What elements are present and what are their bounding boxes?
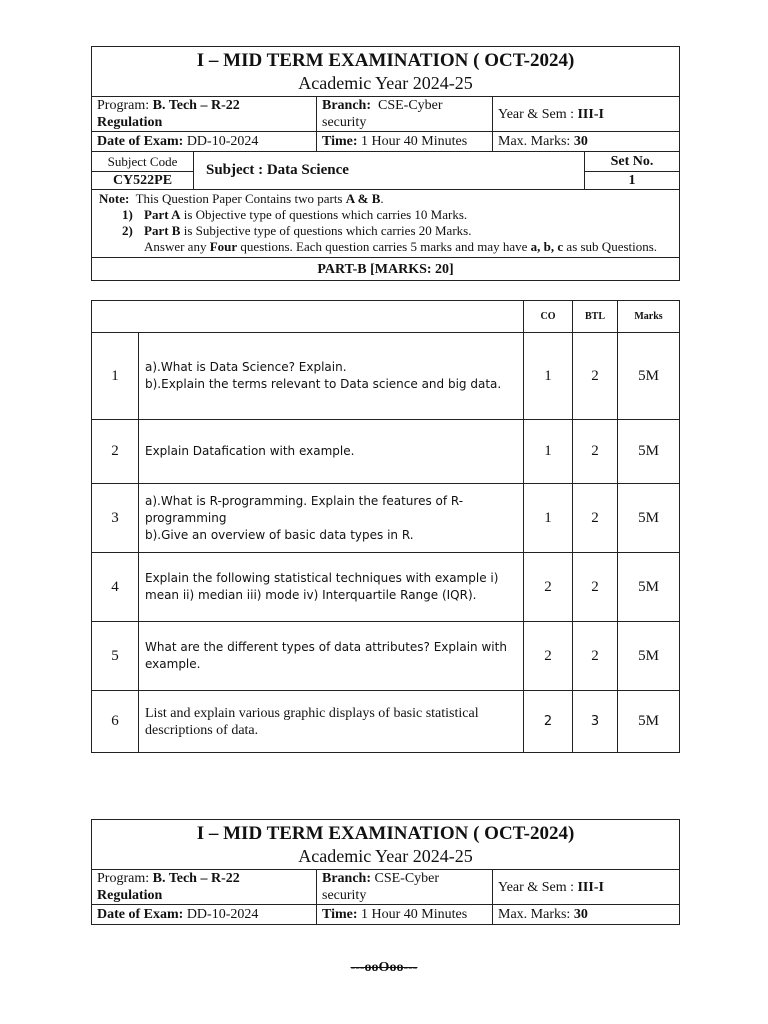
time-cell xyxy=(317,132,493,152)
year-sem-cell xyxy=(493,97,680,132)
questions-table xyxy=(91,300,680,753)
question-text: a).What is Data Science? Explain. b).Explain the terms relevant to Data science and big data. xyxy=(139,333,524,420)
exam-date-cell xyxy=(92,132,317,152)
subject-code-label: Subject Code xyxy=(92,152,194,172)
subject-name-cell xyxy=(194,152,585,190)
question-text: Explain the following statistical techniques with example i) mean ii) median iii) mode iv) Interquartile Range (IQR). xyxy=(139,553,524,622)
question-header-blank xyxy=(92,301,524,333)
question-row xyxy=(92,484,680,553)
question-co: 1 xyxy=(524,484,573,553)
questions-header-row xyxy=(92,301,680,333)
question-co: 1 xyxy=(524,420,573,484)
program-label: Program: xyxy=(97,871,150,886)
question-btl: 2 xyxy=(573,622,618,691)
branch-value: CSE-Cyber xyxy=(374,871,440,886)
branch-value-cont: security xyxy=(322,115,367,130)
exam-title: I – MID TERM EXAMINATION ( OCT-2024) xyxy=(196,50,575,71)
question-btl: 2 xyxy=(573,484,618,553)
question-marks: 5M xyxy=(618,420,680,484)
question-text: What are the different types of data attributes? Explain with example. xyxy=(139,622,524,691)
date-value: DD-10-2024 xyxy=(186,907,259,922)
time-label: Time: xyxy=(322,907,358,922)
question-text: List and explain various graphic displays of basic statistical descriptions of data. xyxy=(139,691,524,753)
question-number: 6 xyxy=(92,691,139,753)
time-value: 1 Hour 40 Minutes xyxy=(361,907,468,922)
subject-code-value: CY522PE xyxy=(92,172,194,190)
time-cell xyxy=(317,905,493,925)
year-sem-value: III-I xyxy=(577,106,604,122)
branch-label: Branch: xyxy=(322,871,371,886)
max-marks-value: 30 xyxy=(573,907,588,922)
note-list xyxy=(99,207,672,255)
part-b-heading: PART-B [MARKS: 20] xyxy=(92,258,680,281)
branch-cell xyxy=(317,97,493,132)
question-number: 2 xyxy=(92,420,139,484)
question-marks: 5M xyxy=(618,484,680,553)
program-cell xyxy=(92,97,317,132)
question-marks: 5M xyxy=(618,622,680,691)
exam-title: I – MID TERM EXAMINATION ( OCT-2024) xyxy=(196,823,575,844)
branch-cell xyxy=(317,870,493,905)
question-btl: 2 xyxy=(573,333,618,420)
question-row xyxy=(92,333,680,420)
time-value: 1 Hour 40 Minutes xyxy=(361,134,468,149)
max-marks-label: Max. Marks: xyxy=(498,134,571,149)
exam-header-block xyxy=(91,46,680,281)
regulation-label: Regulation xyxy=(97,888,163,903)
note-item-2: 2) Part B is Subjective type of questions which carries 20 Marks. xyxy=(122,223,472,238)
set-no-label: Set No. xyxy=(585,152,680,172)
branch-value-cont: security xyxy=(322,888,367,903)
academic-year: Academic Year 2024-25 xyxy=(298,73,473,93)
note-item-1: 1) Part A is Objective type of questions which carries 10 Marks. xyxy=(122,207,468,222)
exam-date-cell xyxy=(92,905,317,925)
set-no-value: 1 xyxy=(585,172,680,190)
question-row xyxy=(92,420,680,484)
program-value: B. Tech – R-22 xyxy=(152,98,240,113)
year-sem-value: III-I xyxy=(577,879,604,895)
year-sem-label: Year & Sem : xyxy=(498,106,574,122)
question-co: 2 xyxy=(524,691,573,753)
date-value: DD-10-2024 xyxy=(186,134,259,149)
question-number: 5 xyxy=(92,622,139,691)
academic-year: Academic Year 2024-25 xyxy=(298,846,473,866)
question-btl: 2 xyxy=(573,420,618,484)
question-marks: 5M xyxy=(618,553,680,622)
subject-name: Subject : Data Science xyxy=(206,162,349,178)
btl-column-header: BTL xyxy=(573,301,618,333)
question-btl: 3 xyxy=(573,691,618,753)
note-intro: Note: This Question Paper Contains two parts A & B. xyxy=(99,191,384,206)
marks-column-header: Marks xyxy=(618,301,680,333)
time-label: Time: xyxy=(322,134,358,149)
exam-header-block-2 xyxy=(91,819,680,925)
note-cell xyxy=(92,190,680,258)
date-label: Date of Exam: xyxy=(97,134,184,149)
question-row xyxy=(92,553,680,622)
question-text: Explain Datafication with example. xyxy=(139,420,524,484)
program-cell xyxy=(92,870,317,905)
question-text: a).What is R-programming. Explain the features of R-programming b).Give an overview of basic data types in R. xyxy=(139,484,524,553)
program-value: B. Tech – R-22 xyxy=(152,871,240,886)
question-co: 1 xyxy=(524,333,573,420)
program-label: Program: xyxy=(97,98,150,113)
max-marks-value: 30 xyxy=(573,134,588,149)
exam-title-cell xyxy=(92,820,680,870)
date-label: Date of Exam: xyxy=(97,907,184,922)
note-label: Note: xyxy=(99,191,130,206)
co-column-header: CO xyxy=(524,301,573,333)
footer-separator: ---ooOoo--- xyxy=(350,960,418,975)
question-number: 1 xyxy=(92,333,139,420)
year-sem-cell xyxy=(493,870,680,905)
question-co: 2 xyxy=(524,622,573,691)
question-number: 4 xyxy=(92,553,139,622)
regulation-label: Regulation xyxy=(97,115,163,130)
max-marks-cell xyxy=(493,905,680,925)
question-btl: 2 xyxy=(573,553,618,622)
branch-label: Branch: xyxy=(322,98,371,113)
question-row xyxy=(92,691,680,753)
question-number: 3 xyxy=(92,484,139,553)
exam-title-cell xyxy=(92,47,680,97)
note-answer-instruction: Answer any Four questions. Each question carries 5 marks and may have a, b, c as sub Questions. xyxy=(144,239,658,254)
year-sem-label: Year & Sem : xyxy=(498,879,574,895)
max-marks-cell xyxy=(493,132,680,152)
max-marks-label: Max. Marks: xyxy=(498,907,571,922)
question-row xyxy=(92,622,680,691)
question-marks: 5M xyxy=(618,333,680,420)
question-co: 2 xyxy=(524,553,573,622)
branch-value: CSE-Cyber xyxy=(378,98,443,113)
question-marks: 5M xyxy=(618,691,680,753)
